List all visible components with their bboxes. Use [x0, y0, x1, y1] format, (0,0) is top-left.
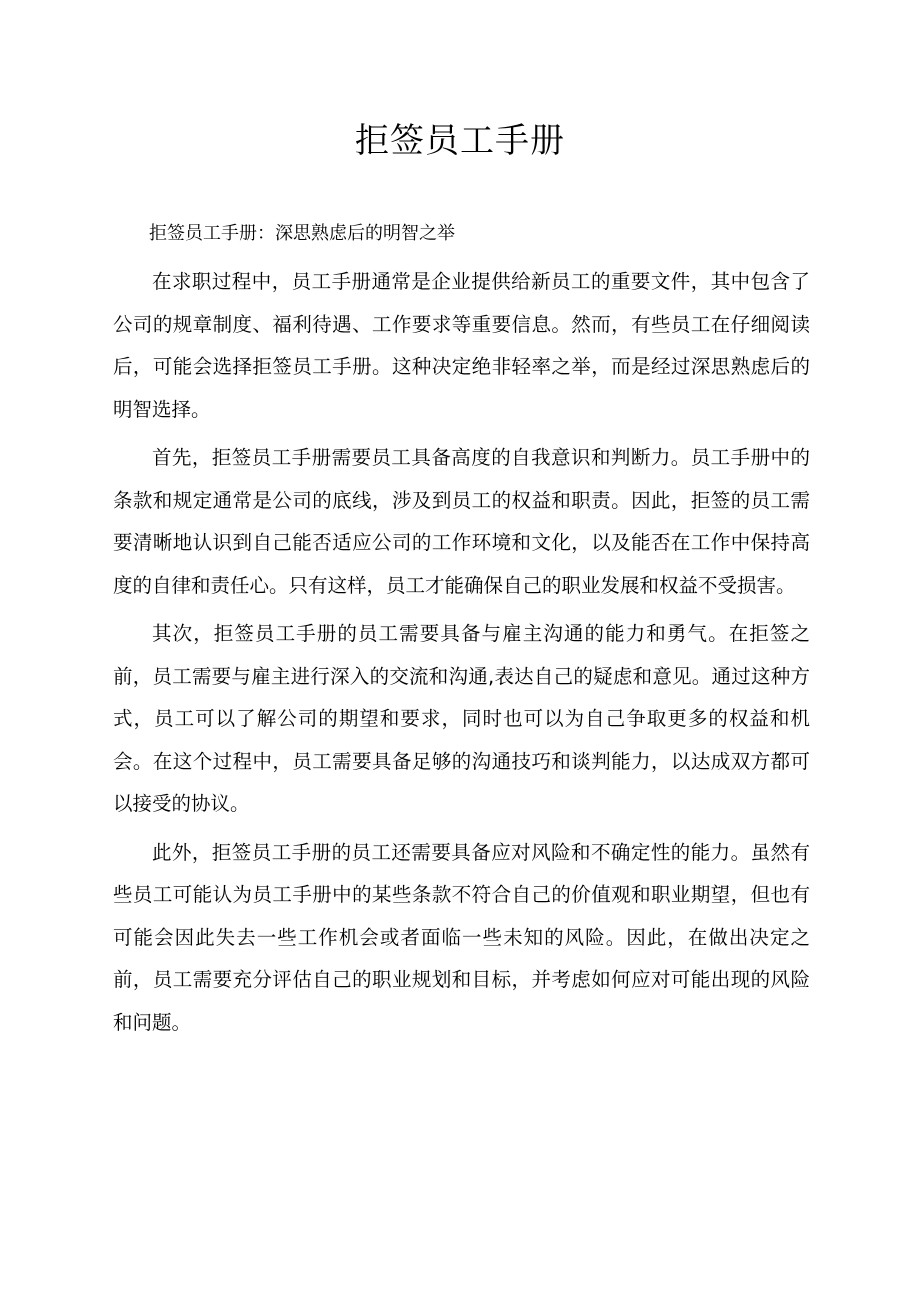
document-body [113, 213, 810, 1044]
document-title: 拒签员工手册 [355, 121, 565, 161]
document-subtitle: 拒签员工手册：深思熟虑后的明智之举 [149, 223, 455, 244]
paragraph-third: 此外，拒签员工手册的员工还需要具备应对风险和不确定性的能力。虽然有些员工可能认为员工手册中的某些条款不符合自己的价值观和职业期望，但也有可能会因此失去一些工作机会或者面临一些未知的风险。因此，在做出决定之前，员工需要充分评估自己的职业规划和目标，并考虑如何应对可能出现的风险和问题。 [113, 840, 810, 1034]
paragraph-intro: 在求职过程中，员工手册通常是企业提供给新员工的重要文件，其中包含了公司的规章制度、福利待遇、工作要求等重要信息。然而，有些员工在仔细阅读后，可能会选择拒签员工手册。这种决定绝非轻率之举，而是经过深思熟虑后的明智选择。 [113, 270, 810, 421]
paragraph-first: 首先，拒签员工手册需要员工具备高度的自我意识和判断力。员工手册中的条款和规定通常是公司的底线，涉及到员工的权益和职责。因此，拒签的员工需要清晰地认识到自己能否适应公司的工作环境和文化，以及能否在工作中保持高度的自律和责任心。只有这样，员工才能确保自己的职业发展和权益不受损害。 [113, 446, 810, 597]
paragraph-second: 其次，拒签员工手册的员工需要具备与雇主沟通的能力和勇气。在拒签之前，员工需要与雇主进行深入的交流和沟通,表达自己的疑虑和意见。通过这种方式，员工可以了解公司的期望和要求，同时也可以为自己争取更多的权益和机会。在这个过程中，员工需要具备足够的沟通技巧和谈判能力，以达成双方都可以接受的协议。 [113, 622, 810, 815]
